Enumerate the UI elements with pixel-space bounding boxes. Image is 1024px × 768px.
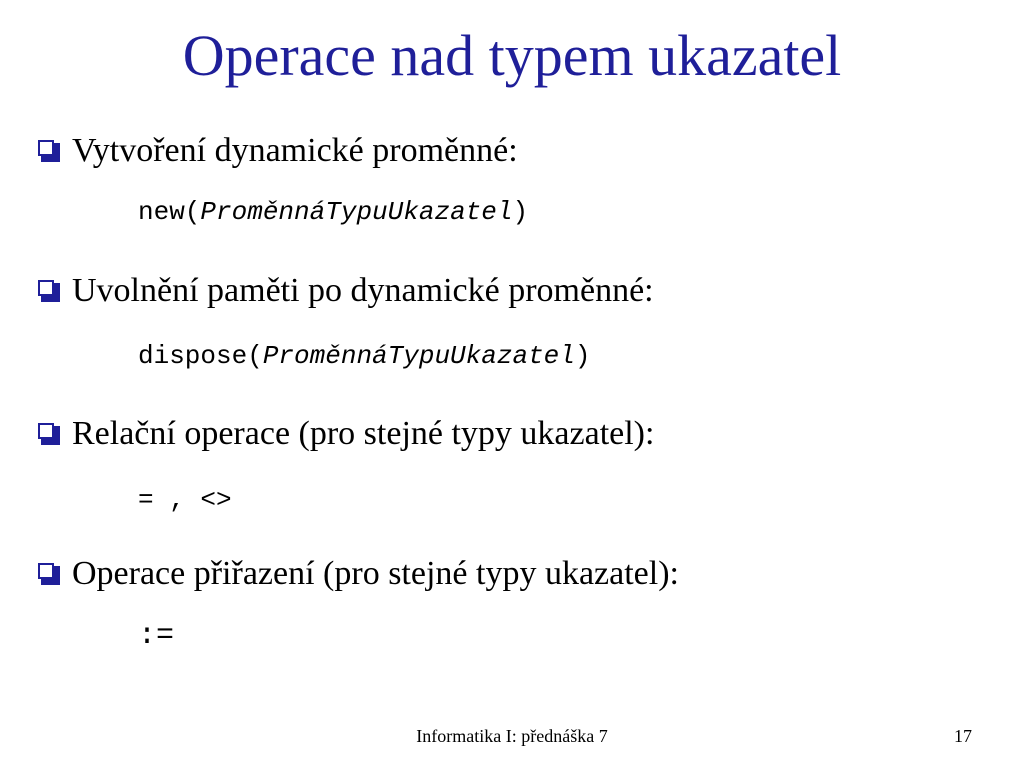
bullet-item	[38, 131, 518, 171]
bullet-text: Operace přiřazení (pro stejné typy ukazatel):	[72, 555, 679, 592]
code-line	[138, 340, 591, 372]
bullet-item	[38, 554, 679, 594]
code-parameter: ProměnnáTypuUkazatel	[200, 197, 513, 227]
bullet-item	[38, 271, 654, 311]
bullet-text: Relační operace (pro stejné typy ukazatel):	[72, 415, 655, 452]
square-checkbox-icon	[38, 563, 60, 585]
code-closing: )	[574, 341, 591, 371]
bullet-text: Uvolnění paměti po dynamické proměnné:	[72, 272, 654, 309]
code-line: :=	[138, 619, 175, 653]
code-line: = , <>	[138, 485, 232, 515]
code-line	[138, 196, 528, 228]
slide-footer: Informatika I: přednáška 7	[416, 726, 608, 746]
slide-title: Operace nad typem ukazatel	[182, 23, 842, 88]
code-keyword: new(	[138, 197, 201, 227]
square-checkbox-icon	[38, 423, 60, 445]
bullet-item	[38, 414, 654, 454]
square-checkbox-icon	[38, 140, 60, 162]
page-number: 17	[954, 726, 972, 746]
code-closing: )	[512, 197, 529, 227]
bullet-text: Vytvoření dynamické proměnné:	[72, 132, 518, 169]
code-keyword: dispose(	[138, 341, 263, 371]
code-parameter: ProměnnáTypuUkazatel	[262, 341, 575, 371]
square-checkbox-icon	[38, 280, 60, 302]
